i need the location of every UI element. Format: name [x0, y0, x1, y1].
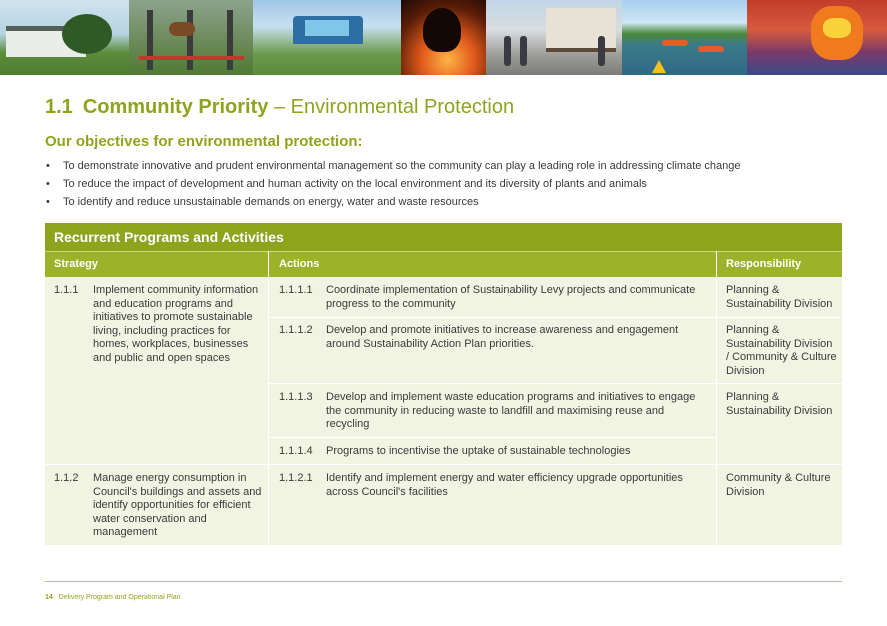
header-actions: Actions	[279, 258, 320, 270]
responsibility-cell: Planning & Sustainability Division / Community & Culture Division	[726, 324, 837, 377]
list-item	[45, 157, 741, 175]
action-id: 1.1.1.1	[279, 284, 313, 296]
objective-text: To identify and reduce unsustainable demands on energy, water and waste resources	[63, 196, 479, 208]
photo-dog-agility	[129, 0, 253, 75]
divider	[716, 251, 717, 545]
programs-table	[45, 223, 842, 545]
objective-text: To demonstrate innovative and prudent environmental management so the community can play a leading role in addressing climate change	[63, 160, 741, 172]
strategy-id: 1.1.2	[54, 472, 79, 484]
responsibility-cell: Planning & Sustainability Division	[726, 284, 833, 310]
title-rest: – Environmental Protection	[268, 96, 515, 118]
strategy-text: Manage energy consumption in Council's buildings and assets and identify opportunities for efficient water conservation and management	[93, 472, 262, 539]
photo-shopping-street	[486, 0, 622, 75]
photo-kookaburra-sunset	[401, 0, 486, 75]
title-bold: Community Priority	[82, 96, 269, 118]
divider	[269, 383, 716, 384]
action-id: 1.1.1.2	[279, 324, 313, 336]
bullet-icon: •	[46, 196, 50, 208]
section-number: 1.1	[45, 96, 73, 118]
document-name: Delivery Program and Operational Plan	[58, 594, 181, 601]
action-text: Coordinate implementation of Sustainability Levy projects and communicate progress to the community	[326, 284, 696, 310]
table-header-row	[45, 251, 842, 277]
objectives-list	[45, 157, 741, 211]
bullet-icon: •	[46, 178, 50, 190]
footer-rule	[45, 581, 842, 582]
photo-banner	[0, 0, 887, 75]
action-text: Programs to incentivise the uptake of sustainable technologies	[326, 445, 631, 457]
objective-text: To reduce the impact of development and human activity on the local environment and its diversity of plants and animals	[63, 178, 647, 190]
page-footer	[45, 594, 181, 601]
photo-outdoor-event	[253, 0, 401, 75]
page-number: 14	[45, 594, 53, 601]
action-text: Identify and implement energy and water efficiency upgrade opportunities across Council's facilities	[326, 472, 683, 498]
table-title-text: Recurrent Programs and Activities	[54, 229, 284, 245]
page-title	[45, 96, 514, 119]
divider	[269, 437, 716, 438]
action-text: Develop and implement waste education programs and initiatives to engage the community in reducing waste to landfill and maximising reuse and recycling	[326, 391, 696, 431]
action-id: 1.1.1.3	[279, 391, 313, 403]
header-responsibility: Responsibility	[726, 258, 802, 270]
divider	[269, 317, 716, 318]
photo-lion-dance-festival	[747, 0, 887, 75]
list-item	[45, 175, 741, 193]
responsibility-cell: Planning & Sustainability Division	[726, 391, 833, 417]
divider	[717, 317, 842, 318]
divider	[45, 464, 842, 465]
header-strategy: Strategy	[54, 258, 99, 270]
action-text: Develop and promote initiatives to increase awareness and engagement around Sustainability Action Plan priorities.	[326, 324, 679, 350]
table-title	[45, 223, 842, 251]
action-id: 1.1.2.1	[279, 472, 313, 484]
objectives-heading: Our objectives for environmental protection:	[45, 133, 363, 150]
responsibility-cell: Community & Culture Division	[726, 472, 831, 498]
divider	[717, 383, 842, 384]
action-id: 1.1.1.4	[279, 445, 313, 457]
divider	[268, 251, 269, 545]
bullet-icon: •	[46, 160, 50, 172]
strategy-text: Implement community information and education programs and initiatives to promote sustainable living, including practices for homes, workplaces, businesses and public and open spaces	[93, 284, 259, 364]
photo-kayaking-river	[622, 0, 747, 75]
photo-park-building	[0, 0, 129, 75]
list-item	[45, 193, 741, 211]
strategy-id: 1.1.1	[54, 284, 79, 296]
